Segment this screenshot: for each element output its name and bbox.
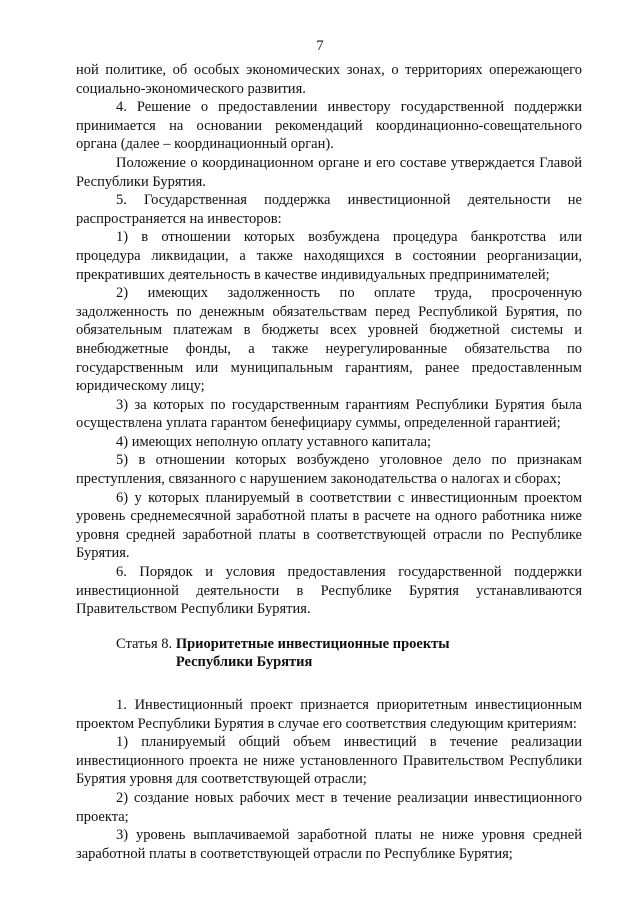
paragraph: 1) планируемый общий объем инвестиций в течение реализации инвестиционного проекта не ниже установленного Правительством Республики Бурятия уровня для соответствующей отрасли; <box>76 734 582 788</box>
document-body <box>76 61 582 863</box>
paragraph: 4) имеющих неполную оплату уставного капитала; <box>116 433 432 450</box>
page-number: 7 <box>316 38 324 54</box>
article-title: Приоритетные инвестиционные проекты Республики Бурятия <box>175 635 450 671</box>
paragraph: 3) уровень выплачиваемой заработной платы не ниже уровня средней заработной платы в соответствующей отрасли по Республике Бурятия; <box>76 827 582 862</box>
paragraph: 1. Инвестиционный проект признается приоритетным инвестиционным проектом Республики Бурятия в случае его соответствия следующим критериям: <box>76 697 582 732</box>
article-number: Статья 8. <box>116 635 176 652</box>
paragraph: 3) за которых по государственным гарантиям Республики Бурятия была осуществлена уплата гарантом бенефициару суммы, определенной гарантией; <box>76 396 582 432</box>
paragraph: 5. Государственная поддержка инвестиционной деятельности не распространяется на инвесторов: <box>76 192 582 227</box>
paragraph: 2) имеющих задолженность по оплате труда, просроченную задолженность по денежным обязательствам перед Республикой Бурятия, по обязательным платежам в бюджеты всех уровней бюджетной системы и внебюджетные фонды, а также неурегулированные обязательства по государственным или муниципальным гарантиям, ранее предоставленным юридическому лицу; <box>76 285 582 395</box>
paragraph: 5) в отношении которых возбуждено уголовное дело по признакам преступления, связанного с нарушением законодательства о налогах и сборах; <box>76 452 582 488</box>
paragraph: Положение о координационном органе и его составе утверждается Главой Республики Бурятия. <box>76 154 582 190</box>
paragraph: 4. Решение о предоставлении инвестору государственной поддержки принимается на основании рекомендаций координационно-совещательного органа (далее – координационный орган). <box>76 99 582 153</box>
paragraphs-after-article <box>76 696 582 863</box>
paragraph: 1) в отношении которых возбуждена процедура банкротства или процедура ликвидации, а также находящихся в состоянии реорганизации, прекративших деятельность в качестве индивидуальных предпринимателей; <box>76 229 582 283</box>
paragraph: 2) создание новых рабочих мест в течение реализации инвестиционного проекта; <box>76 789 582 825</box>
paragraphs-before-article <box>76 61 582 619</box>
paragraph: ной политике, об особых экономических зонах, о территориях опережающего социально-экономического развития. <box>76 62 582 97</box>
paragraph: 6. Порядок и условия предоставления государственной поддержки инвестиционной деятельности в Республике Бурятия устанавливаются Правительством Республики Бурятия. <box>76 564 582 618</box>
article-heading <box>76 635 582 672</box>
paragraph: 6) у которых планируемый в соответствии с инвестиционным проектом уровень среднемесячной заработной платы в расчете на одного работника ниже уровня средней заработной платы в соответствующей отрасли по Республике Бурятия. <box>76 489 582 562</box>
